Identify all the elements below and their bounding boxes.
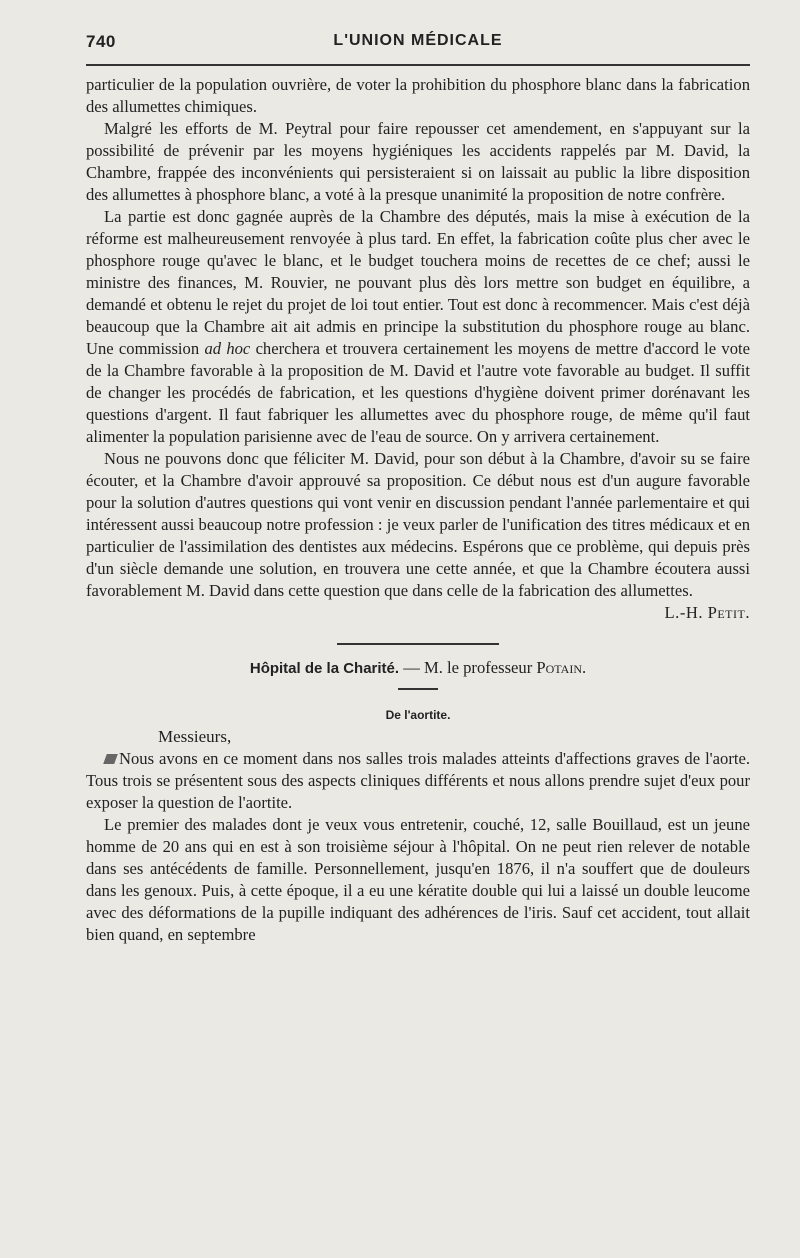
section-divider <box>337 643 499 645</box>
paragraph <box>86 748 750 814</box>
paragraph: Le premier des malades dont je veux vous entretenir, couché, 12, salle Bouillaud, est un jeune homme de 20 ans qui en est à son troisième séjour à l'hôpital. On ne peut rien relever de notable dans ses antécédents de famille. Personnellement, jusqu'en 1876, il n'a souffert que de douleurs dans les genoux. Puis, à cette époque, il a eu une kératite double qui lui a laissé un double leucome avec des déformations de la pupille indiquant des adhérences de l'iris. Sauf cet accident, tout allait bien quand, en septembre <box>86 815 750 944</box>
paragraph: Malgré les efforts de M. Peytral pour faire repousser cet amendement, en s'appuyant sur la possibilité de prévenir par les moyens hygiéniques les accidents rappelés par M. David, la Chambre, frappée des inconvénients qui persisteraient si on laissait au public la libre disposition des allumettes à phosphore blanc, a voté à la presque unanimité la proposition de notre confrère. <box>86 119 750 204</box>
paragraph-text: La partie est donc gagnée auprès de la Chambre des députés, mais la mise à exécution de la réforme est malheureusement renvoyée à plus tard. En effet, la fabrication coûte plus cher avec le phosphore rouge qu'avec le blanc, et le budget touchera moins de recettes de ce chef; aussi le ministre des finances, M. Rouvier, ne pouvant plus dès lors mettre son budget en équilibre, a demandé et obtenu le rejet du projet de loi tout entier. Tout est donc à recommencer. Mais c'est déjà beaucoup que la Chambre ait ait admis en principe la substitution du phosphore rouge au blanc. Une commission <box>86 207 750 358</box>
heading-underline <box>398 688 438 690</box>
lecture-title: De l'aortite. <box>385 708 451 722</box>
header-rule <box>86 64 750 66</box>
professor-prefix: M. le professeur <box>423 658 537 677</box>
salutation: Messieurs, <box>158 727 232 746</box>
printers-mark-icon <box>104 753 118 765</box>
heading-dash: — <box>399 658 424 677</box>
paragraph: Nous ne pouvons donc que féliciter M. David, pour son début à la Chambre, d'avoir su se faire écouter, et la Chambre d'avoir approuvé sa proposition. Ce début nous est d'un augure favorable pour la solution d'autres questions qui vont venir en discussion pendant l'année parlementaire et qui intéressent aussi beaucoup notre profession : je veux parler de l'unification des titres médicaux et en particulier de l'assimilation des dentistes aux médecins. Espérons que ce problème, qui depuis près d'un siècle demande une solution, en trouvera une cette année, et que la Chambre écoutera aussi favorablement M. David dans cette question que dans celle de la fabrication des allumettes. <box>86 449 750 600</box>
page-number: 740 <box>86 32 116 51</box>
running-head <box>86 32 750 62</box>
paragraph-text: Nous avons en ce moment dans nos salles trois malades atteints d'affections graves de l'aorte. Tous trois se présentent sous des aspects cliniques différents et nous allons prendre sujet d'eux pour exposer la question de l'aortite. <box>86 749 750 812</box>
author-name: L.-H. Petit. <box>664 603 750 622</box>
professor-name: Potain. <box>536 658 587 677</box>
hospital-name: Hôpital de la Charité. <box>249 660 400 677</box>
section-heading <box>86 657 750 680</box>
journal-title: L'UNION MÉDICALE <box>333 32 503 49</box>
paragraph-text: cherchera et trouvera certainement les moyens de mettre d'accord le vote de la Chambre favorable à la proposition de M. David et l'autre vote favorable au budget. Il suffit de changer les procédés de fabrication, et les questions d'hygiène doivent primer dorénavant les questions d'argent. Il faut fabriquer les allumettes avec du phosphore rouge, de même qu'il faut alimenter la population parisienne avec de l'eau de source. On y arrivera certainement. <box>86 339 750 446</box>
signature <box>86 602 750 624</box>
italic-phrase: ad hoc <box>204 339 251 358</box>
paragraph <box>86 206 750 448</box>
article-body <box>86 74 750 946</box>
paragraph-continuation: particulier de la population ouvrière, de voter la prohibition du phosphore blanc dans la fabrication des allumettes chimiques. <box>86 75 750 116</box>
